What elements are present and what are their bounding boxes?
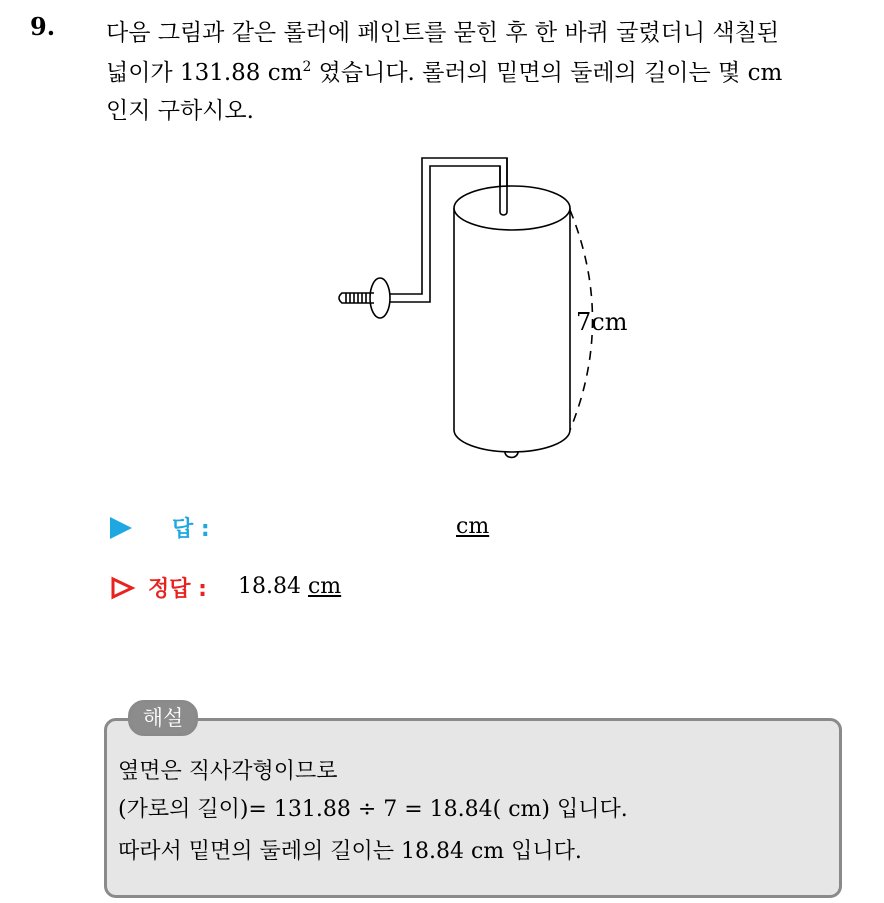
correct-answer-label: 정답 : [148,577,207,602]
roller-figure [320,148,660,473]
question-line-3: 인지 구하시오. [106,98,254,124]
roller-axle-top [500,192,507,215]
answer-arrow-icon [110,517,132,539]
explanation-line-1: 옆면은 직사각형이므로 [118,759,338,784]
question-line-2-end: 였습니다. 롤러의 밑면의 둘레의 길이는 몇 cm [311,60,783,86]
correct-answer-unit: cm [307,574,342,599]
roller-cylinder-body [454,208,570,452]
correct-arrow-icon [110,576,136,600]
correct-answer-value [238,574,341,599]
roller-grip-stem [339,293,374,303]
explanation-line-3: 따라서 밑면의 둘레의 길이는 18.84 cm 입니다. [118,839,582,864]
question-line-2 [106,54,782,87]
question-line-2-start: 넓이가 131.88 cm [106,60,303,86]
correct-answer-number: 18.84 [238,574,308,599]
area-exponent: 2 [302,59,312,75]
question-number: 9. [30,12,56,41]
answer-label: 답 : [172,517,210,542]
roller-grip-disc [370,278,390,318]
height-label: 7cm [576,308,628,336]
explanation-tag: 해설 [128,700,198,736]
answer-unit: cm [456,514,490,539]
roller-axle-bottom [505,452,518,457]
question-line-1: 다음 그림과 같은 롤러에 페인트를 묻힌 후 한 바퀴 굴렸더니 색칠된 [106,20,779,46]
roller-top-ellipse [454,186,570,230]
explanation-line-2: (가로의 길이)= 131.88 ÷ 7 = 18.84( cm) 입니다. [118,797,628,822]
